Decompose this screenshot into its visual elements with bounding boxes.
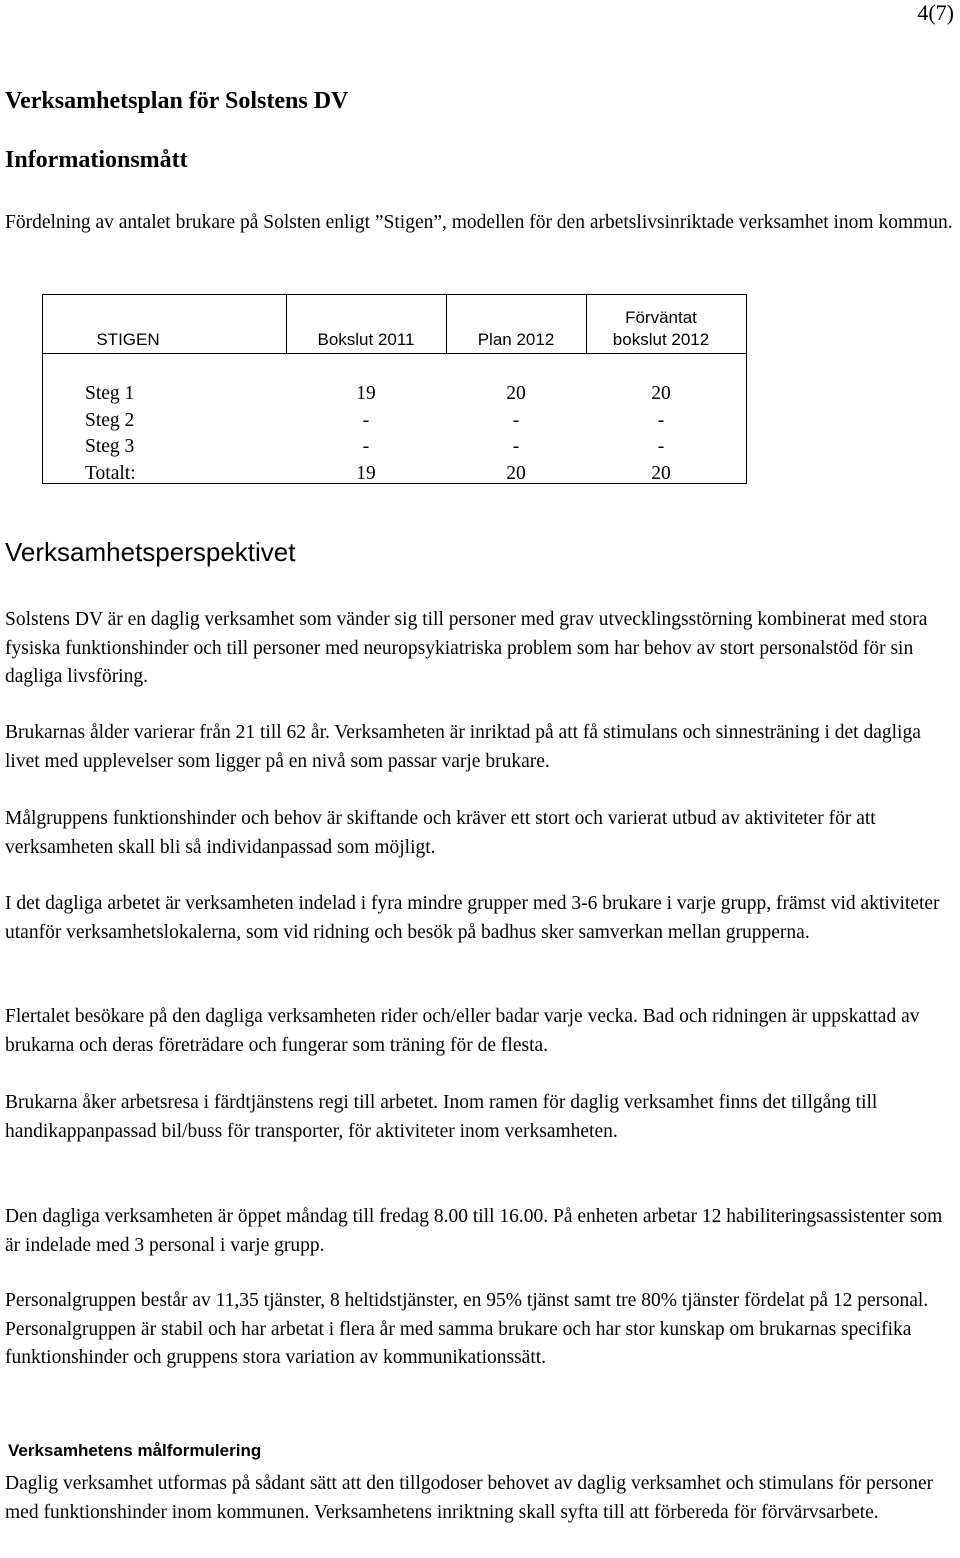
table-cell: 19	[356, 383, 376, 404]
goal-heading: Verksamhetens målformulering	[8, 1441, 262, 1460]
forvantat-2012-column	[586, 381, 736, 487]
header-bokslut-2011: Bokslut 2011	[317, 330, 415, 349]
header-forvantat-line1: Förväntat	[625, 308, 697, 327]
page-title: Verksamhetsplan för Solstens DV	[5, 88, 349, 114]
paragraph: Personalgruppen består av 11,35 tjänster, 8 heltidstjänster, en 95% tjänst samt tre 80% tjänster fördelat på 12 personal. Personalgruppen är stabil och har arbetat i flera år med samma brukare och har stor kunskap om brukarnas specifika funktionshinder och gruppens stora variation av kommunikationssätt.	[5, 1290, 929, 1368]
page-number: 4(7)	[917, 0, 954, 25]
table-cell: -	[657, 409, 665, 431]
paragraph: Brukarnas ålder varierar från 21 till 62 år. Verksamheten är inriktad på att få stimulans och sinnesträning i det dagliga livet med upplevelser som ligger på en nivå som passar varje brukare.	[5, 722, 921, 772]
paragraph: Den dagliga verksamheten är öppet måndag till fredag 8.00 till 16.00. På enheten arbetar 12 habiliteringsassistenter som är indelade med 3 personal i varje grupp.	[5, 1206, 943, 1256]
intro-paragraph: Fördelning av antalet brukare på Solsten enligt ”Stigen”, modellen för den arbetslivsinriktade verksamhet inom kommun.	[5, 212, 953, 233]
header-forvantat-2012	[586, 307, 736, 351]
plan-2012-column	[446, 381, 586, 487]
table-row-label: Steg 1	[85, 383, 135, 404]
goal-paragraph: Daglig verksamhet utformas på sådant sätt att den tillgodoser behovet av daglig verksamhet och stimulans för personer med funktionshinder inom kommunen. Verksamhetens inriktning skall syfta till att förbereda för förvärvsarbete.	[5, 1473, 934, 1523]
table-cell: -	[362, 436, 370, 457]
table-row-label: Steg 3	[85, 436, 135, 457]
table-cell: 20	[651, 462, 671, 484]
table-row-label: Steg 2	[85, 409, 135, 431]
table-cell: 20	[651, 383, 671, 404]
table-cell: 20	[506, 383, 526, 404]
paragraph: Målgruppens funktionshinder och behov är skiftande och kräver ett stort och varierat utbud av aktiviteter för att verksamheten skall bli så individanpassad som möjligt.	[5, 808, 876, 858]
table-cell: -	[512, 409, 520, 431]
bokslut-2011-column	[286, 381, 446, 487]
subtitle: Informationsmått	[5, 147, 188, 173]
table-cell: 20	[506, 462, 526, 484]
stigen-table	[42, 294, 747, 484]
table-cell: -	[512, 436, 520, 457]
row-labels	[85, 381, 136, 487]
paragraph: I det dagliga arbetet är verksamheten indelad i fyra mindre grupper med 3-6 brukare i varje grupp, främst vid aktiviteter utanför verksamhetslokalerna, som vid ridning och besök på badhus sker samverkan mellan grupperna.	[5, 893, 940, 943]
section-heading: Verksamhetsperspektivet	[5, 537, 296, 567]
header-divider	[43, 353, 746, 354]
paragraph: Flertalet besökare på den dagliga verksamheten rider och/eller badar varje vecka. Bad och ridningen är uppskattad av brukarna och deras företrädare och fungerar som träning för de flesta.	[5, 1006, 920, 1056]
table-cell: -	[657, 436, 665, 457]
paragraph: Brukarna åker arbetsresa i färdtjänstens regi till arbetet. Inom ramen för daglig verksamhet finns det tillgång till handikappanpassad bil/buss för transporter, för aktiviteter inom verksamheten.	[5, 1092, 878, 1142]
table-cell: -	[362, 409, 370, 431]
header-stigen: STIGEN	[96, 330, 160, 349]
header-forvantat-line2: bokslut 2012	[612, 330, 710, 349]
table-row-label: Totalt:	[85, 462, 136, 484]
paragraph: Solstens DV är en daglig verksamhet som vänder sig till personer med grav utvecklingsstörning kombinerat med stora fysiska funktionshinder och till personer med neuropsykiatriska problem som har behov av stort personalstöd för sin dagliga livsföring.	[5, 609, 928, 687]
table-cell: 19	[356, 462, 376, 484]
header-plan-2012: Plan 2012	[477, 330, 555, 349]
